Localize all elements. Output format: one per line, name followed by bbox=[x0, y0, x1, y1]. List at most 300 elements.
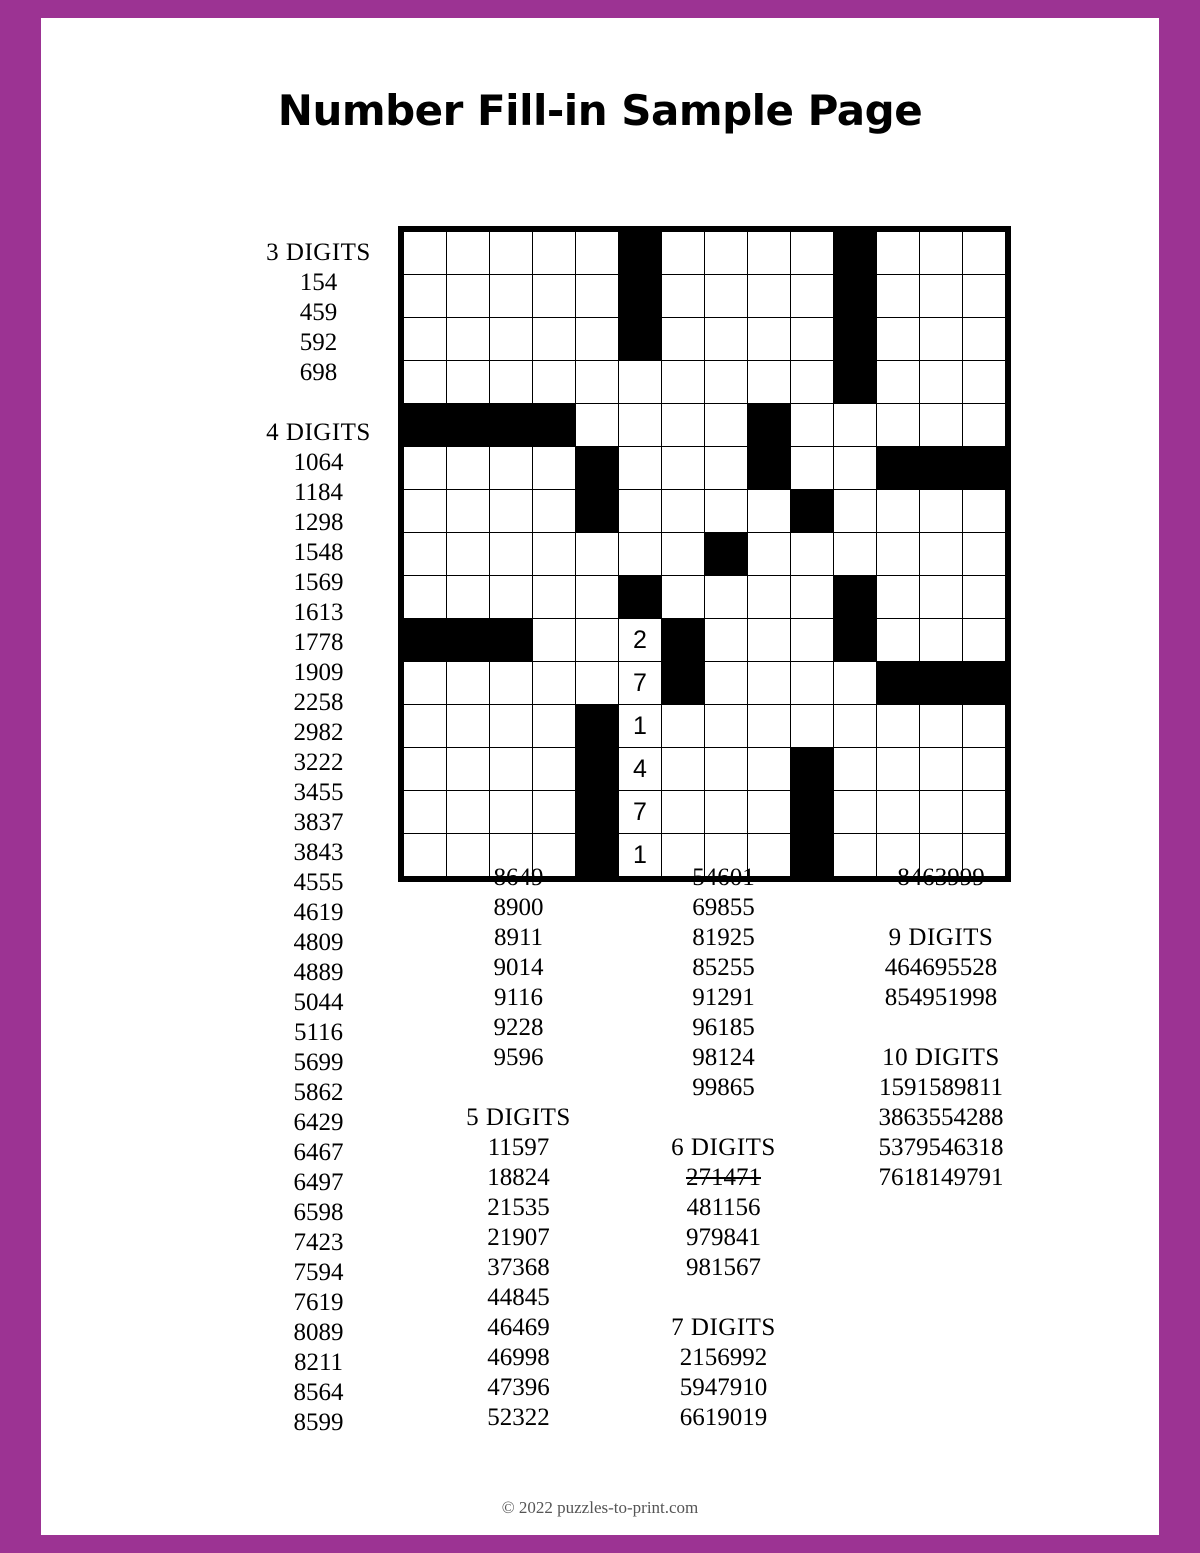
grid-cell-empty[interactable] bbox=[877, 490, 920, 533]
grid-cell-empty[interactable] bbox=[533, 232, 576, 275]
grid-cell-empty[interactable] bbox=[404, 275, 447, 318]
grid-cell-empty[interactable] bbox=[920, 748, 963, 791]
grid-cell-empty[interactable] bbox=[576, 533, 619, 576]
list-item[interactable]: 481156 bbox=[686, 1194, 761, 1221]
grid-cell-empty[interactable] bbox=[576, 232, 619, 275]
grid-cell-empty[interactable] bbox=[791, 275, 834, 318]
grid-cell-empty[interactable] bbox=[404, 791, 447, 834]
grid-cell-blocked bbox=[662, 662, 705, 705]
grid-cell-empty[interactable] bbox=[533, 748, 576, 791]
list-item[interactable]: 6598 bbox=[293, 1199, 344, 1226]
grid-cell-empty[interactable] bbox=[533, 705, 576, 748]
list-item[interactable]: 9596 bbox=[493, 1044, 544, 1071]
grid-cell-blocked bbox=[963, 662, 1006, 705]
grid-cell-empty[interactable] bbox=[748, 533, 791, 576]
list-item[interactable]: 8211 bbox=[293, 1349, 344, 1376]
list-item[interactable]: 8564 bbox=[293, 1379, 344, 1406]
grid-cell-blocked bbox=[877, 447, 920, 490]
list-item[interactable]: 7618149791 bbox=[878, 1164, 1004, 1191]
list-item[interactable]: 4809 bbox=[293, 929, 344, 956]
grid-cell-empty[interactable] bbox=[447, 275, 490, 318]
grid-cell-empty[interactable] bbox=[705, 232, 748, 275]
grid-cell-empty[interactable] bbox=[791, 232, 834, 275]
list-spacer bbox=[831, 1013, 1051, 1043]
list-item[interactable]: 1548 bbox=[293, 539, 344, 566]
grid-row bbox=[404, 748, 1006, 791]
grid-cell-empty[interactable] bbox=[662, 318, 705, 361]
list-item[interactable]: 9014 bbox=[493, 954, 544, 981]
list-group-header: 5 DIGITS bbox=[466, 1104, 571, 1131]
grid-row bbox=[404, 447, 1006, 490]
grid-cell-empty[interactable] bbox=[748, 576, 791, 619]
grid-cell-empty[interactable] bbox=[834, 791, 877, 834]
grid-cell-empty[interactable] bbox=[877, 318, 920, 361]
grid-cell-empty[interactable] bbox=[705, 791, 748, 834]
grid-cell-empty[interactable] bbox=[404, 361, 447, 404]
grid-cell-empty[interactable] bbox=[791, 705, 834, 748]
list-item[interactable]: 6619019 bbox=[679, 1404, 768, 1431]
list-item[interactable]: 5699 bbox=[293, 1049, 344, 1076]
grid-cell-empty[interactable] bbox=[576, 404, 619, 447]
list-item[interactable]: 5862 bbox=[293, 1079, 344, 1106]
grid-cell-empty[interactable] bbox=[963, 705, 1006, 748]
grid-cell-empty[interactable] bbox=[748, 619, 791, 662]
list-item[interactable]: 3843 bbox=[293, 839, 344, 866]
grid-cell-empty[interactable] bbox=[920, 404, 963, 447]
grid-cell-empty[interactable] bbox=[748, 318, 791, 361]
grid-cell-empty[interactable] bbox=[705, 447, 748, 490]
grid-cell-empty[interactable] bbox=[533, 490, 576, 533]
grid-cell-empty[interactable] bbox=[447, 748, 490, 791]
list-item[interactable]: 5116 bbox=[293, 1019, 344, 1046]
grid-cell-empty[interactable] bbox=[533, 447, 576, 490]
grid-cell-empty[interactable] bbox=[619, 361, 662, 404]
grid-cell-blocked bbox=[791, 490, 834, 533]
grid-cell-empty[interactable] bbox=[791, 404, 834, 447]
grid-cell-empty[interactable] bbox=[404, 232, 447, 275]
grid-cell-blocked bbox=[576, 748, 619, 791]
grid-cell-empty[interactable] bbox=[533, 791, 576, 834]
list-item[interactable]: 96185 bbox=[692, 1014, 755, 1041]
grid-cell-empty[interactable] bbox=[920, 318, 963, 361]
list-item[interactable]: 6497 bbox=[293, 1169, 344, 1196]
list-item[interactable]: 1298 bbox=[293, 509, 344, 536]
list-item[interactable]: 8089 bbox=[293, 1319, 344, 1346]
grid-cell-empty[interactable] bbox=[662, 791, 705, 834]
grid-cell-empty[interactable] bbox=[963, 275, 1006, 318]
list-item[interactable]: 459 bbox=[299, 299, 338, 326]
grid-cell-empty[interactable] bbox=[490, 576, 533, 619]
list-item[interactable]: 3455 bbox=[293, 779, 344, 806]
grid-cell-empty[interactable] bbox=[576, 275, 619, 318]
grid-cell-empty[interactable] bbox=[791, 662, 834, 705]
grid-cell-empty[interactable] bbox=[533, 361, 576, 404]
list-item[interactable]: 1778 bbox=[293, 629, 344, 656]
grid-cell-empty[interactable] bbox=[791, 447, 834, 490]
grid-cell-empty[interactable] bbox=[490, 791, 533, 834]
grid-cell-empty[interactable] bbox=[404, 705, 447, 748]
grid-cell-empty[interactable] bbox=[447, 447, 490, 490]
grid-cell-empty[interactable] bbox=[447, 533, 490, 576]
grid-cell-empty[interactable] bbox=[576, 361, 619, 404]
list-group-header: 10 DIGITS bbox=[882, 1044, 1000, 1071]
list-item[interactable]: 9116 bbox=[493, 984, 544, 1011]
list-item[interactable]: 11597 bbox=[487, 1134, 550, 1161]
grid-cell-empty[interactable] bbox=[748, 275, 791, 318]
grid-cell-empty[interactable] bbox=[877, 533, 920, 576]
grid-cell-blocked bbox=[447, 404, 490, 447]
grid-cell-empty[interactable] bbox=[920, 791, 963, 834]
grid-cell-empty[interactable] bbox=[877, 361, 920, 404]
grid-cell-empty[interactable] bbox=[877, 404, 920, 447]
grid-cell-empty[interactable] bbox=[490, 275, 533, 318]
grid-cell-empty[interactable] bbox=[963, 318, 1006, 361]
list-item[interactable]: 46469 bbox=[487, 1314, 550, 1341]
grid-cell-empty[interactable] bbox=[619, 490, 662, 533]
grid-cell-blocked bbox=[447, 619, 490, 662]
grid-cell-blocked bbox=[404, 404, 447, 447]
grid-cell-empty[interactable] bbox=[533, 318, 576, 361]
grid-cell-empty[interactable] bbox=[705, 404, 748, 447]
grid-cell-empty[interactable] bbox=[404, 318, 447, 361]
grid-cell-filled[interactable]: 2 bbox=[619, 619, 662, 662]
grid-cell-empty[interactable] bbox=[705, 361, 748, 404]
grid-cell-empty[interactable] bbox=[791, 619, 834, 662]
grid-cell-empty[interactable] bbox=[447, 361, 490, 404]
grid-cell-empty[interactable] bbox=[576, 576, 619, 619]
grid-cell-blocked bbox=[533, 404, 576, 447]
list-item[interactable]: 8900 bbox=[493, 894, 544, 921]
list-item[interactable]: 69855 bbox=[692, 894, 755, 921]
list-item[interactable]: 85255 bbox=[692, 954, 755, 981]
grid-cell-filled[interactable]: 1 bbox=[619, 834, 662, 877]
grid-cell-empty[interactable] bbox=[619, 533, 662, 576]
grid-cell-empty[interactable] bbox=[963, 404, 1006, 447]
grid-cell-empty[interactable] bbox=[877, 275, 920, 318]
grid-cell-empty[interactable] bbox=[490, 533, 533, 576]
list-spacer bbox=[431, 1073, 606, 1103]
list-item[interactable]: 5379546318 bbox=[878, 1134, 1004, 1161]
list-spacer bbox=[636, 1103, 811, 1133]
list-item[interactable]: 5044 bbox=[293, 989, 344, 1016]
list-item[interactable]: 4619 bbox=[293, 899, 344, 926]
grid-row bbox=[404, 619, 1006, 662]
grid-cell-blocked bbox=[834, 576, 877, 619]
grid-cell-empty[interactable] bbox=[662, 275, 705, 318]
grid-cell-empty[interactable] bbox=[533, 576, 576, 619]
list-item[interactable]: 21907 bbox=[487, 1224, 550, 1251]
grid-cell-empty[interactable] bbox=[920, 705, 963, 748]
grid-cell-blocked bbox=[748, 404, 791, 447]
grid-cell-empty[interactable] bbox=[920, 490, 963, 533]
list-item[interactable]: 1569 bbox=[293, 569, 344, 596]
puzzle-grid[interactable] bbox=[398, 226, 1011, 882]
grid-cell-empty[interactable] bbox=[447, 490, 490, 533]
list-item[interactable]: 271471 bbox=[686, 1164, 761, 1191]
grid-cell-blocked bbox=[920, 662, 963, 705]
list-item[interactable]: 1184 bbox=[293, 479, 344, 506]
grid-cell-blocked bbox=[705, 533, 748, 576]
grid-cell-empty[interactable] bbox=[490, 748, 533, 791]
grid-row bbox=[404, 318, 1006, 361]
grid-cell-empty[interactable] bbox=[834, 490, 877, 533]
grid-cell-empty[interactable] bbox=[705, 576, 748, 619]
list-spacer bbox=[831, 893, 1051, 923]
grid-row bbox=[404, 232, 1006, 275]
grid-cell-empty[interactable] bbox=[791, 576, 834, 619]
grid-cell-empty[interactable] bbox=[834, 748, 877, 791]
grid-cell-empty[interactable] bbox=[662, 404, 705, 447]
grid-cell-empty[interactable] bbox=[963, 490, 1006, 533]
grid-cell-empty[interactable] bbox=[877, 748, 920, 791]
grid-cell-blocked bbox=[877, 662, 920, 705]
grid-cell-blocked bbox=[834, 318, 877, 361]
list-item[interactable]: 8649 bbox=[493, 864, 544, 891]
grid-cell-empty[interactable] bbox=[963, 361, 1006, 404]
list-item[interactable]: 979841 bbox=[686, 1224, 761, 1251]
list-item[interactable]: 7619 bbox=[293, 1289, 344, 1316]
grid-cell-empty[interactable] bbox=[533, 619, 576, 662]
list-item[interactable]: 592 bbox=[299, 329, 338, 356]
copyright-footer: © 2022 puzzles-to-print.com bbox=[501, 1498, 699, 1517]
grid-cell-blocked bbox=[791, 791, 834, 834]
list-item[interactable]: 98124 bbox=[692, 1044, 755, 1071]
grid-cell-empty[interactable] bbox=[662, 748, 705, 791]
list-item[interactable]: 1064 bbox=[293, 449, 344, 476]
grid-cell-blocked bbox=[662, 619, 705, 662]
grid-cell-empty[interactable] bbox=[877, 576, 920, 619]
grid-cell-empty[interactable] bbox=[576, 318, 619, 361]
grid-cell-empty[interactable] bbox=[791, 361, 834, 404]
grid-cell-empty[interactable] bbox=[920, 533, 963, 576]
grid-cell-empty[interactable] bbox=[533, 662, 576, 705]
list-item[interactable]: 46998 bbox=[487, 1344, 550, 1371]
list-item[interactable]: 8599 bbox=[293, 1409, 344, 1436]
grid-cell-blocked bbox=[576, 705, 619, 748]
list-item[interactable]: 99865 bbox=[692, 1074, 755, 1101]
list-item[interactable]: 6429 bbox=[293, 1109, 344, 1136]
grid-cell-empty[interactable] bbox=[447, 705, 490, 748]
grid-cell-empty[interactable] bbox=[447, 576, 490, 619]
grid-cell-empty[interactable] bbox=[447, 791, 490, 834]
grid-cell-empty[interactable] bbox=[877, 791, 920, 834]
grid-cell-empty[interactable] bbox=[404, 490, 447, 533]
grid-cell-empty[interactable] bbox=[404, 576, 447, 619]
list-item[interactable]: 91291 bbox=[692, 984, 755, 1011]
page-title: Number Fill-in Sample Page bbox=[277, 86, 923, 135]
grid-table[interactable] bbox=[403, 231, 1006, 877]
grid-cell-empty[interactable] bbox=[834, 533, 877, 576]
grid-cell-empty[interactable] bbox=[705, 748, 748, 791]
grid-cell-blocked bbox=[963, 447, 1006, 490]
grid-cell-blocked bbox=[490, 619, 533, 662]
list-item[interactable]: 4889 bbox=[293, 959, 344, 986]
grid-cell-empty[interactable] bbox=[920, 361, 963, 404]
grid-cell-empty[interactable] bbox=[748, 361, 791, 404]
list-item[interactable]: 464695528 bbox=[884, 954, 998, 981]
list-item[interactable]: 18824 bbox=[487, 1164, 550, 1191]
grid-cell-empty[interactable] bbox=[533, 533, 576, 576]
word-list-column-1 bbox=[231, 238, 406, 1438]
grid-cell-empty[interactable] bbox=[447, 232, 490, 275]
grid-row bbox=[404, 275, 1006, 318]
grid-cell-blocked bbox=[404, 619, 447, 662]
grid-cell-blocked bbox=[619, 275, 662, 318]
grid-cell-blocked bbox=[619, 232, 662, 275]
grid-cell-empty[interactable] bbox=[705, 275, 748, 318]
list-item[interactable]: 8463999 bbox=[897, 864, 985, 891]
grid-cell-empty[interactable] bbox=[920, 232, 963, 275]
grid-cell-empty[interactable] bbox=[877, 619, 920, 662]
grid-cell-empty[interactable] bbox=[705, 318, 748, 361]
grid-cell-empty[interactable] bbox=[705, 619, 748, 662]
list-item[interactable]: 981567 bbox=[686, 1254, 761, 1281]
grid-cell-empty[interactable] bbox=[834, 662, 877, 705]
grid-row bbox=[404, 490, 1006, 533]
grid-cell-empty[interactable] bbox=[447, 318, 490, 361]
grid-row bbox=[404, 705, 1006, 748]
grid-cell-empty[interactable] bbox=[920, 576, 963, 619]
list-item[interactable]: 2156992 bbox=[679, 1344, 768, 1371]
grid-cell-empty[interactable] bbox=[490, 662, 533, 705]
grid-cell-blocked bbox=[619, 576, 662, 619]
list-item[interactable]: 3863554288 bbox=[878, 1104, 1004, 1131]
grid-cell-empty[interactable] bbox=[963, 619, 1006, 662]
grid-cell-empty[interactable] bbox=[748, 662, 791, 705]
grid-cell-empty[interactable] bbox=[963, 576, 1006, 619]
grid-cell-empty[interactable] bbox=[748, 705, 791, 748]
grid-cell-empty[interactable] bbox=[748, 232, 791, 275]
grid-cell-blocked bbox=[920, 447, 963, 490]
list-group-header: 6 DIGITS bbox=[671, 1134, 776, 1161]
grid-cell-empty[interactable] bbox=[404, 533, 447, 576]
list-item[interactable]: 37368 bbox=[487, 1254, 550, 1281]
grid-cell-empty[interactable] bbox=[490, 361, 533, 404]
list-item[interactable]: 47396 bbox=[487, 1374, 550, 1401]
grid-cell-empty[interactable] bbox=[447, 662, 490, 705]
grid-cell-filled[interactable]: 7 bbox=[619, 662, 662, 705]
list-spacer bbox=[636, 1283, 811, 1313]
grid-row bbox=[404, 361, 1006, 404]
grid-row bbox=[404, 791, 1006, 834]
grid-cell-blocked bbox=[791, 748, 834, 791]
grid-cell-empty[interactable] bbox=[576, 662, 619, 705]
grid-cell-empty[interactable] bbox=[834, 705, 877, 748]
grid-cell-empty[interactable] bbox=[662, 705, 705, 748]
grid-row bbox=[404, 662, 1006, 705]
grid-cell-empty[interactable] bbox=[662, 361, 705, 404]
grid-cell-empty[interactable] bbox=[490, 232, 533, 275]
grid-cell-blocked bbox=[834, 232, 877, 275]
grid-cell-empty[interactable] bbox=[705, 490, 748, 533]
grid-cell-empty[interactable] bbox=[963, 791, 1006, 834]
grid-cell-empty[interactable] bbox=[662, 576, 705, 619]
word-list-column-4 bbox=[831, 863, 1051, 1193]
grid-cell-empty[interactable] bbox=[748, 791, 791, 834]
grid-cell-filled[interactable]: 7 bbox=[619, 791, 662, 834]
grid-cell-empty[interactable] bbox=[705, 662, 748, 705]
grid-cell-empty[interactable] bbox=[662, 232, 705, 275]
grid-cell-empty[interactable] bbox=[834, 404, 877, 447]
grid-cell-blocked bbox=[834, 361, 877, 404]
grid-cell-empty[interactable] bbox=[877, 232, 920, 275]
grid-cell-blocked bbox=[490, 404, 533, 447]
grid-cell-empty[interactable] bbox=[404, 748, 447, 791]
list-item[interactable]: 81925 bbox=[692, 924, 755, 951]
grid-cell-empty[interactable] bbox=[490, 705, 533, 748]
grid-cell-empty[interactable] bbox=[963, 748, 1006, 791]
grid-cell-empty[interactable] bbox=[533, 275, 576, 318]
grid-cell-empty[interactable] bbox=[963, 533, 1006, 576]
list-item[interactable]: 3222 bbox=[293, 749, 344, 776]
grid-cell-empty[interactable] bbox=[748, 490, 791, 533]
grid-cell-empty[interactable] bbox=[404, 662, 447, 705]
list-item[interactable]: 6467 bbox=[293, 1139, 344, 1166]
grid-cell-empty[interactable] bbox=[791, 533, 834, 576]
word-list-column-2 bbox=[431, 863, 606, 1433]
word-list-column-3 bbox=[636, 863, 811, 1433]
list-item[interactable]: 4555 bbox=[293, 869, 344, 896]
grid-row bbox=[404, 404, 1006, 447]
grid-cell-empty[interactable] bbox=[576, 619, 619, 662]
list-item[interactable]: 2258 bbox=[293, 689, 344, 716]
grid-cell-empty[interactable] bbox=[920, 275, 963, 318]
grid-cell-empty[interactable] bbox=[705, 705, 748, 748]
list-item[interactable]: 7423 bbox=[293, 1229, 344, 1256]
grid-cell-empty[interactable] bbox=[877, 705, 920, 748]
grid-row bbox=[404, 533, 1006, 576]
grid-cell-filled[interactable]: 4 bbox=[619, 748, 662, 791]
list-item[interactable]: 1613 bbox=[293, 599, 344, 626]
list-item[interactable]: 7594 bbox=[293, 1259, 344, 1286]
grid-cell-empty[interactable] bbox=[490, 447, 533, 490]
grid-cell-empty[interactable] bbox=[619, 404, 662, 447]
list-item[interactable]: 2982 bbox=[293, 719, 344, 746]
list-group-header: 9 DIGITS bbox=[888, 924, 994, 951]
grid-cell-empty[interactable] bbox=[834, 447, 877, 490]
grid-cell-empty[interactable] bbox=[662, 447, 705, 490]
list-item[interactable]: 1909 bbox=[293, 659, 344, 686]
list-item[interactable]: 8911 bbox=[493, 924, 544, 951]
list-item[interactable]: 698 bbox=[299, 359, 338, 386]
list-item[interactable]: 154 bbox=[299, 269, 338, 296]
list-item[interactable]: 52322 bbox=[487, 1404, 550, 1431]
list-item[interactable]: 1591589811 bbox=[878, 1074, 1004, 1101]
grid-cell-empty[interactable] bbox=[662, 490, 705, 533]
grid-cell-empty[interactable] bbox=[619, 447, 662, 490]
list-item[interactable]: 54601 bbox=[692, 864, 755, 891]
grid-cell-blocked bbox=[576, 490, 619, 533]
list-item[interactable]: 3837 bbox=[293, 809, 344, 836]
grid-cell-empty[interactable] bbox=[748, 748, 791, 791]
grid-cell-empty[interactable] bbox=[963, 232, 1006, 275]
grid-cell-blocked bbox=[834, 619, 877, 662]
grid-cell-empty[interactable] bbox=[490, 490, 533, 533]
list-item[interactable]: 854951998 bbox=[884, 984, 998, 1011]
grid-cell-empty[interactable] bbox=[404, 447, 447, 490]
grid-cell-filled[interactable]: 1 bbox=[619, 705, 662, 748]
list-group-header: 4 DIGITS bbox=[266, 419, 371, 446]
grid-cell-empty[interactable] bbox=[920, 619, 963, 662]
list-item[interactable]: 21535 bbox=[487, 1194, 550, 1221]
grid-cell-blocked bbox=[576, 791, 619, 834]
grid-cell-empty[interactable] bbox=[490, 318, 533, 361]
grid-cell-empty[interactable] bbox=[791, 318, 834, 361]
list-item[interactable]: 44845 bbox=[487, 1284, 550, 1311]
list-item[interactable]: 5947910 bbox=[679, 1374, 768, 1401]
list-item[interactable]: 9228 bbox=[493, 1014, 544, 1041]
grid-cell-empty[interactable] bbox=[662, 533, 705, 576]
